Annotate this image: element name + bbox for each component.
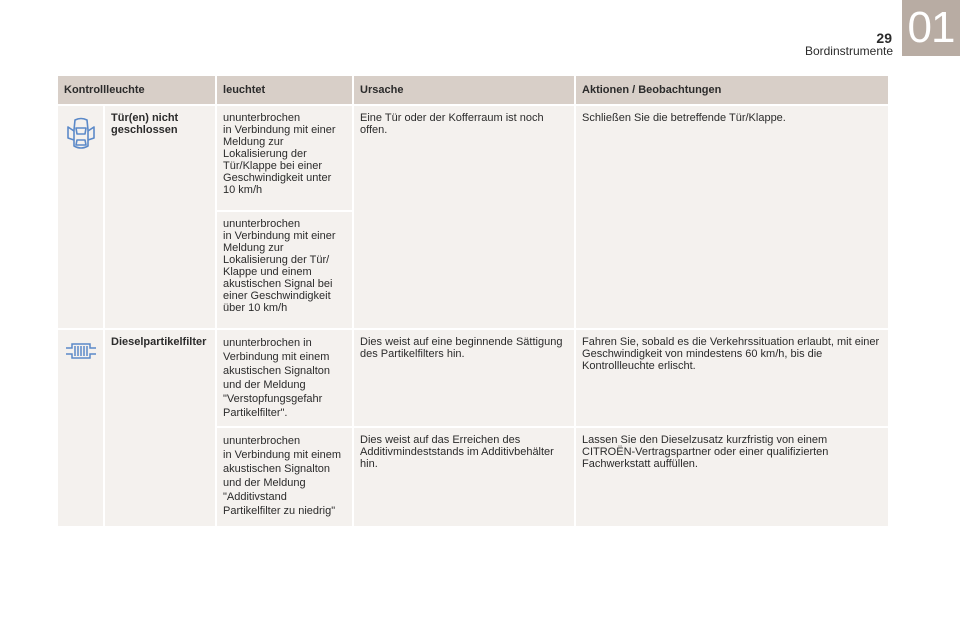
column-header-aktionen: Aktionen / Beobachtungen [576, 76, 888, 104]
column-header-leuchtet: leuchtet [217, 76, 352, 104]
chapter-tab: 01 [902, 0, 960, 56]
cause-cell: Dies weist auf das Erreichen des Additivmindeststands im Additivbehälter hin. [354, 428, 574, 526]
cause-cell: Eine Tür oder der Kofferraum ist noch offen. [354, 106, 574, 328]
state-cell: ununterbrochen in Verbindung mit einem akustischen Signalton und der Meldung "Additivstand Partikelfilter zu niedrig" [217, 428, 352, 526]
diesel-particle-filter-icon [64, 340, 98, 365]
warning-name: Dieselpartikelfilter [105, 330, 215, 526]
warning-name: Tür(en) nicht geschlossen [105, 106, 215, 328]
door-open-car-icon [65, 116, 97, 159]
icon-cell [58, 106, 103, 328]
action-cell: Lassen Sie den Dieselzusatz kurzfristig von einem CITROËN-Vertragspartner oder einer qualifizierten Fachwerkstatt auffüllen. [576, 428, 888, 526]
table-row [58, 106, 888, 210]
state-cell: ununterbrochen in Verbindung mit einem akustischen Signalton und der Meldung "Verstopfungsgefahr Partikelfilter". [217, 330, 352, 426]
action-cell: Fahren Sie, sobald es die Verkehrssituation erlaubt, mit einer Geschwindigkeit von mindestens 60 km/h, bis die Kontrollleuchte erlischt. [576, 330, 888, 426]
column-header-ursache: Ursache [354, 76, 574, 104]
column-header-kontrollleuchte: Kontrollleuchte [58, 76, 215, 104]
page-number: 29 [876, 30, 892, 46]
state-cell: ununterbrochen in Verbindung mit einer Meldung zur Lokalisierung der Tür/ Klappe und einem akustischen Signal bei einer Geschwindigkeit über 10 km/h [217, 212, 352, 328]
action-cell: Schließen Sie die betreffende Tür/Klappe. [576, 106, 888, 328]
table-header-row [58, 76, 888, 104]
icon-cell [58, 330, 103, 526]
warning-lights-table [56, 74, 890, 528]
cause-cell: Dies weist auf eine beginnende Sättigung des Partikelfilters hin. [354, 330, 574, 426]
state-cell: ununterbrochen in Verbindung mit einer Meldung zur Lokalisierung der Tür/Klappe bei einer Geschwindigkeit unter 10 km/h [217, 106, 352, 210]
section-title: Bordinstrumente [804, 44, 893, 58]
table-row [58, 330, 888, 426]
